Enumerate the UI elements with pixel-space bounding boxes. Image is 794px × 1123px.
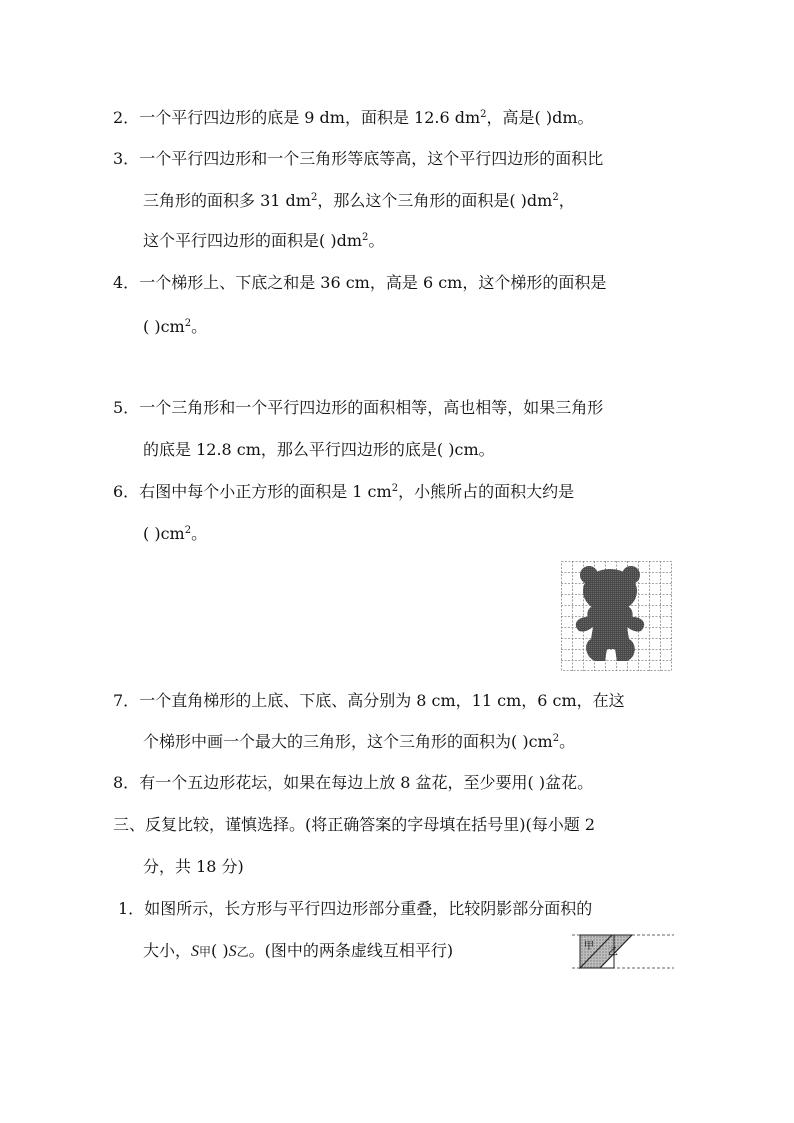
q5-number: 5． [113,398,140,417]
fig-label-yi: 乙 [608,947,618,958]
s3q1-line2 [143,940,453,963]
q6-sup: 2 [391,483,399,494]
bear-silhouette [576,566,644,661]
q5-text-line2: 的底是 12.8 cm，那么平行四边形的底是( )cm。 [143,440,495,459]
section3-heading-line1 [113,814,595,836]
s3q1-text-line2a: 大小， [143,941,192,960]
q3-text-line2b: ，那么这个三角形的面积是( )dm [317,191,553,210]
q3-sup1: 2 [310,192,318,203]
q8-number: 8． [113,773,140,792]
q3-text-line3a: 这个平行四边形的面积是( )dm [143,231,362,250]
q2-tail: ，高是( )dm。 [486,108,594,127]
q6-line1 [113,481,574,503]
q7-number: 7． [113,691,140,710]
q6-line2 [143,523,207,545]
s3q1-number: 1． [118,899,145,918]
q4-text-line2b: 。 [191,317,208,336]
q3-text-line1: 一个平行四边形和一个三角形等底等高，这个平行四边形的面积比 [139,149,604,168]
q7-line1 [113,690,625,712]
bear-grid-figure [561,561,672,671]
q7-sup: 2 [552,733,560,744]
q3-line3 [143,230,384,252]
q5-line1 [113,397,603,419]
s3q1-line1 [118,898,592,920]
q7-line2 [143,731,575,753]
q6-text-line1b: ，小熊所占的面积大约是 [398,482,575,501]
q3-sup3: 2 [362,232,369,243]
q6-sup2: 2 [184,525,192,536]
q6-text-line2b: 。 [191,524,208,543]
q3-line1 [113,148,603,170]
section3-text-line1: 三、反复比较，谨慎选择。(将正确答案的字母填在括号里)(每小题 2 [113,815,595,834]
q3-sup2: 2 [552,192,559,203]
q2 [113,107,594,129]
q5-line2 [143,439,495,461]
q7-text-line2b: 。 [559,732,576,751]
q8-text: 有一个五边形花坛，如果在每边上放 8 盆花，至少要用( )盆花。 [139,773,594,792]
overlap-figure [572,930,674,972]
section3-text-line2: 分，共 18 分) [143,857,244,876]
fig-label-jia: 甲 [584,941,594,952]
q7-text-line1: 一个直角梯形的上底、下底、高分别为 8 cm，11 cm，6 cm，在这 [139,691,625,710]
q6-number: 6． [113,482,140,501]
q3-number: 3． [113,149,140,168]
s3q1-text-line1: 如图所示，长方形与平行四边形部分重叠，比较阴影部分面积的 [144,899,593,918]
s3q1-text-line2b: 。(图中的两条虚线互相平行) [248,941,454,960]
q2-text: 一个平行四边形的底是 9 dm，面积是 12.6 dm [139,108,481,127]
q4-number: 4． [113,273,140,292]
s3q1-subscript-jia: 甲 [199,945,212,959]
s3q1-s-symbol-1: S [191,943,200,960]
q7-text-line2a: 个梯形中画一个最大的三角形，这个三角形的面积为( )cm [143,732,553,751]
q4-sup: 2 [184,318,192,329]
q3-line2 [143,190,575,212]
q6-text-line1a: 右图中每个小正方形的面积是 1 cm [139,482,392,501]
q4-text-line2a: ( )cm [143,317,185,336]
q2-number: 2． [113,108,140,127]
q4-text-line1: 一个梯形上、下底之和是 36 cm，高是 6 cm，这个梯形的面积是 [139,273,607,292]
q2-sup: 2 [480,109,487,120]
q4-line1 [113,272,606,294]
q4-line2 [143,316,207,338]
q3-text-line3b: 。 [368,231,385,250]
q5-text-line1: 一个三角形和一个平行四边形的面积相等，高也相等，如果三角形 [139,398,604,417]
q6-text-line2a: ( )cm [143,524,185,543]
section3-heading-line2 [143,856,244,878]
s3q1-blank: ( ) [211,941,229,960]
s3q1-s-symbol-2: S [228,943,237,960]
q8 [113,772,593,794]
q3-text-line2c: ， [558,191,575,210]
s3q1-subscript-yi: 乙 [236,945,249,959]
q3-text-line2a: 三角形的面积多 31 dm [143,191,311,210]
